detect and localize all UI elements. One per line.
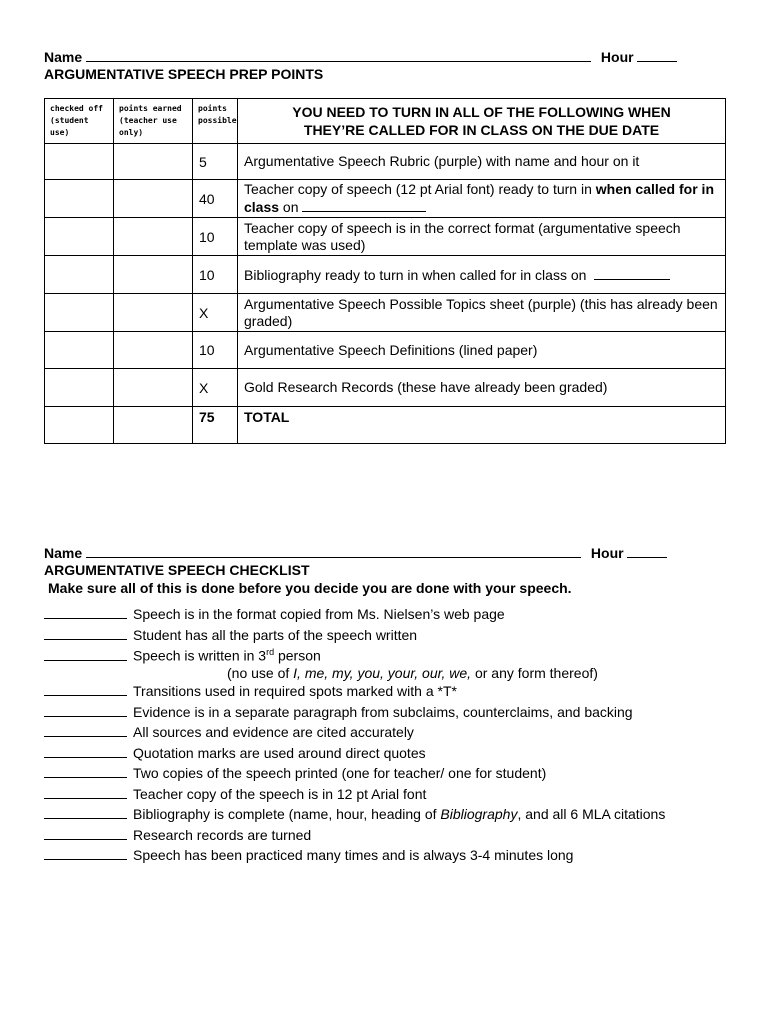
header-instructions: YOU NEED TO TURN IN ALL OF THE FOLLOWING WHEN THEY’RE CALLED FOR IN CLASS ON THE DUE DATE (238, 99, 726, 144)
table-row (45, 256, 726, 294)
points-possible: 10 (193, 256, 238, 294)
item-description: Gold Research Records (these have already been graded) (238, 369, 726, 407)
check-blank[interactable] (44, 606, 127, 619)
checklist-item: Speech has been practiced many times and is always 3-4 minutes long (44, 847, 573, 863)
item-description: Bibliography ready to turn in when called for in class on (238, 256, 726, 294)
check-blank[interactable] (44, 683, 127, 696)
item-description: Teacher copy of speech is in the correct format (argumentative speech template was used) (238, 218, 726, 256)
checked-cell[interactable] (45, 369, 114, 407)
name-label: Name (44, 49, 83, 65)
table-row (45, 294, 726, 332)
check-blank[interactable] (44, 786, 127, 799)
check-blank[interactable] (44, 806, 127, 819)
checked-cell[interactable] (45, 256, 114, 294)
table-row (45, 144, 726, 180)
points-total: 75 (193, 407, 238, 444)
checklist-item: Student has all the parts of the speech written (44, 627, 417, 643)
check-blank[interactable] (44, 724, 127, 737)
checked-cell[interactable] (45, 218, 114, 256)
section-title-1: ARGUMENTATIVE SPEECH PREP POINTS (44, 66, 324, 82)
third-person-note: (no use of I, me, my, you, your, our, we, or any form thereof) (227, 665, 598, 681)
check-blank[interactable] (44, 745, 127, 758)
item-description: Argumentative Speech Definitions (lined paper) (238, 332, 726, 369)
name-label: Name (44, 545, 83, 561)
check-blank[interactable] (44, 704, 127, 717)
item-description: Argumentative Speech Rubric (purple) with name and hour on it (238, 144, 726, 180)
name-line-1 (44, 48, 677, 65)
table-row (45, 332, 726, 369)
checked-cell[interactable] (45, 332, 114, 369)
checklist-item: Bibliography is complete (name, hour, heading of Bibliography, and all 6 MLA citations (44, 806, 665, 822)
earned-cell[interactable] (114, 180, 193, 218)
check-blank[interactable] (44, 648, 127, 661)
check-blank[interactable] (44, 627, 127, 640)
checklist-item: Evidence is in a separate paragraph from subclaims, counterclaims, and backing (44, 704, 633, 720)
table-row (45, 218, 726, 256)
checklist-item: All sources and evidence are cited accurately (44, 724, 414, 740)
item-description: Argumentative Speech Possible Topics sheet (purple) (this has already been graded) (238, 294, 726, 332)
earned-cell[interactable] (114, 407, 193, 444)
checked-cell[interactable] (45, 407, 114, 444)
check-blank[interactable] (44, 765, 127, 778)
points-possible: X (193, 369, 238, 407)
hour-label: Hour (590, 545, 624, 561)
item-description: Teacher copy of speech (12 pt Arial font) ready to turn in when called for in class on (238, 180, 726, 218)
earned-cell[interactable] (114, 332, 193, 369)
table-row (45, 180, 726, 218)
points-possible: X (193, 294, 238, 332)
table-header-row (45, 99, 726, 144)
name-line-2 (44, 544, 667, 561)
check-blank[interactable] (44, 847, 127, 860)
date-blank[interactable] (594, 266, 670, 280)
checked-cell[interactable] (45, 144, 114, 180)
header-points-earned: points earned (teacher use only) (114, 99, 193, 144)
checked-cell[interactable] (45, 180, 114, 218)
points-possible: 40 (193, 180, 238, 218)
earned-cell[interactable] (114, 144, 193, 180)
section-title-2: ARGUMENTATIVE SPEECH CHECKLIST (44, 562, 310, 578)
checklist-item: Teacher copy of the speech is in 12 pt Arial font (44, 786, 426, 802)
hour-blank[interactable] (637, 48, 677, 62)
earned-cell[interactable] (114, 294, 193, 332)
earned-cell[interactable] (114, 256, 193, 294)
earned-cell[interactable] (114, 369, 193, 407)
checklist-instruction: Make sure all of this is done before you decide you are done with your speech. (48, 580, 572, 596)
checklist-item: Quotation marks are used around direct quotes (44, 745, 426, 761)
checklist-item: Research records are turned (44, 827, 311, 843)
checklist-item: Speech is written in 3rd person (44, 647, 321, 664)
hour-label: Hour (600, 49, 634, 65)
name-blank[interactable] (86, 48, 591, 62)
total-row (45, 407, 726, 444)
points-possible: 5 (193, 144, 238, 180)
hour-blank[interactable] (627, 544, 667, 558)
points-possible: 10 (193, 332, 238, 369)
checklist-item: Speech is in the format copied from Ms. Nielsen’s web page (44, 606, 505, 622)
checked-cell[interactable] (45, 294, 114, 332)
name-blank[interactable] (86, 544, 581, 558)
header-points-possible: points possible (193, 99, 238, 144)
header-checked-off: checked off (student use) (45, 99, 114, 144)
date-blank[interactable] (302, 198, 426, 212)
prep-points-table (44, 98, 726, 444)
total-label: TOTAL (238, 407, 726, 444)
table-row (45, 369, 726, 407)
check-blank[interactable] (44, 827, 127, 840)
earned-cell[interactable] (114, 218, 193, 256)
checklist-item: Two copies of the speech printed (one for teacher/ one for student) (44, 765, 546, 781)
checklist-item: Transitions used in required spots marked with a *T* (44, 683, 457, 699)
points-possible: 10 (193, 218, 238, 256)
